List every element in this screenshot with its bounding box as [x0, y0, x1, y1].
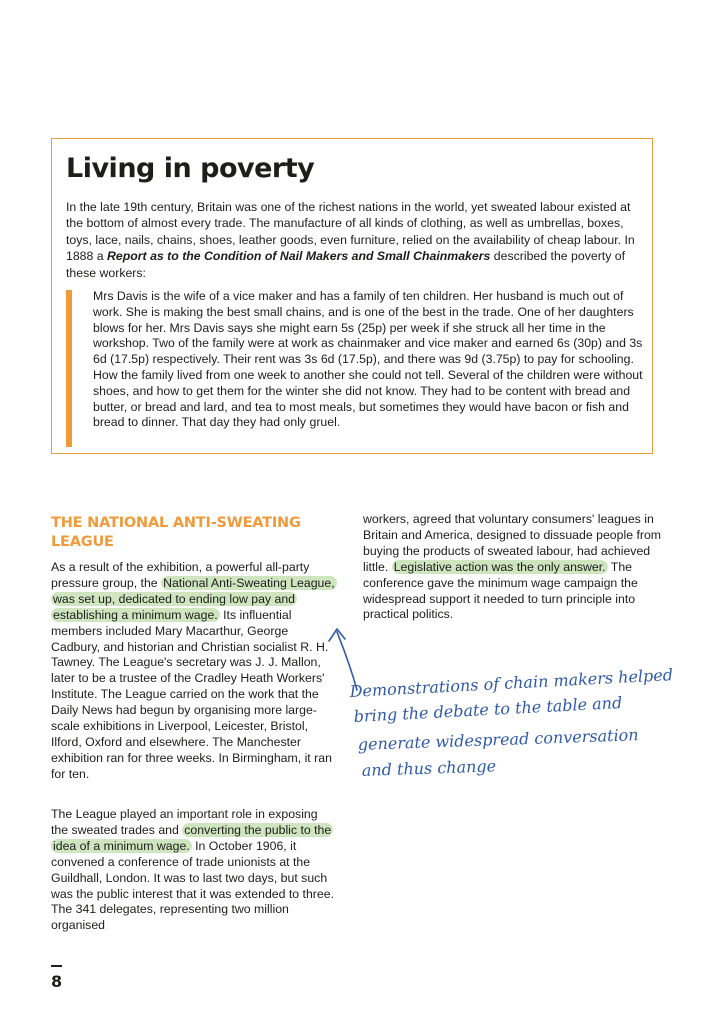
poverty-box — [51, 138, 653, 454]
paragraph-2 — [51, 807, 335, 934]
highlight-p1: National Anti-Sweating League, was set up, dedicated to ending low pay and establishing a minimum wage. — [53, 575, 335, 622]
annotation-line-4: and thus change — [361, 756, 497, 780]
box-title: Living in poverty — [66, 153, 315, 184]
page-number-rule — [51, 965, 62, 967]
box-intro — [66, 199, 646, 281]
p3-text: workers, agreed that voluntary consumers' leagues in Britain and America, designed to dissuade people from buying the products of sweated labour, had achieved little. — [363, 512, 662, 574]
p2-text-end: In October 1906, it convened a conference of trade unionists at the Guildhall, London. It was to last two days, but such was the public interest that it was extended to three. The 341 delegates, representing two million organised — [51, 838, 334, 933]
annotation-line-3: generate widespread conversation — [357, 725, 639, 754]
page-number: 8 — [51, 972, 63, 991]
quote-bar — [66, 290, 72, 447]
highlight-p2: converting the public to the idea of a minimum wage. — [53, 822, 332, 853]
intro-text-end: described the poverty of these workers: — [66, 249, 626, 280]
block-quote: Mrs Davis is the wife of a vice maker and has a family of ten children. Her husband is much out of work. She is making the best small chains, and is one of the best in the trade. One of her daughters blows for her. Mrs Davis says she might earn 5s (25p) per week if she struck all her time in the workshop. Two of the family were at work as chainmaker and vice maker and earned 6s (30p) and 3s 6d (17.5p) respectively. Their rent was 3s 6d (17.5p), and there was 9d (3.75p) to pay for schooling. How the family lived from one week to another she could not tell. Several of the children were without shoes, and how to get them for the winter she did not know. They had to be content with bread and butter, or bread and lard, and tea to most meals, but sometimes they would have bacon or fish and bread to dinner. That day they had only gruel. — [93, 289, 643, 430]
report-title: Report as to the Condition of Nail Makers and Small Chainmakers — [107, 249, 491, 264]
p1-text: As a result of the exhibition, a powerful all-party pressure group, the — [51, 560, 310, 590]
annotation-line-2: bring the debate to the table and — [353, 692, 623, 726]
p3-text-end: The conference gave the minimum wage campaign the widespread support it needed to turn principle into practical politics. — [363, 559, 638, 622]
section-title: THE NATIONAL ANTI-SWEATING LEAGUE — [51, 515, 301, 550]
annotation-line-1: Demonstrations of chain makers helped — [349, 665, 674, 701]
highlight-p3: Legislative action was the only answer. — [393, 559, 606, 574]
p1-text-end: Its influential members included Mary Macarthur, George Cadbury, and historian and Christian socialist R. H. Tawney. The League's secretary was J. J. Mallon, later to be a trustee of the Cradley Heath Workers' Institute. The League carried on the work that the Daily News had begun by organising more large-scale exhibitions in Liverpool, Leicester, Bristol, Ilford, Oxford and elsewhere. The Manchester exhibition ran for three weeks. In Birmingham, it ran for ten. — [51, 607, 332, 781]
paragraph-1 — [51, 560, 335, 783]
p2-text: The League played an important role in exposing the sweated trades and — [51, 807, 318, 837]
intro-text: In the late 19th century, Britain was one of the richest nations in the world, yet sweated labour existed at the bottom of almost every trade. The manufacture of all kinds of clothing, as well as umbrellas, boxes, toys, lace, nails, chains, shoes, leather goods, even furniture, relied on the availability of cheap labour. In 1888 a — [66, 200, 635, 264]
paragraph-3 — [363, 512, 663, 623]
